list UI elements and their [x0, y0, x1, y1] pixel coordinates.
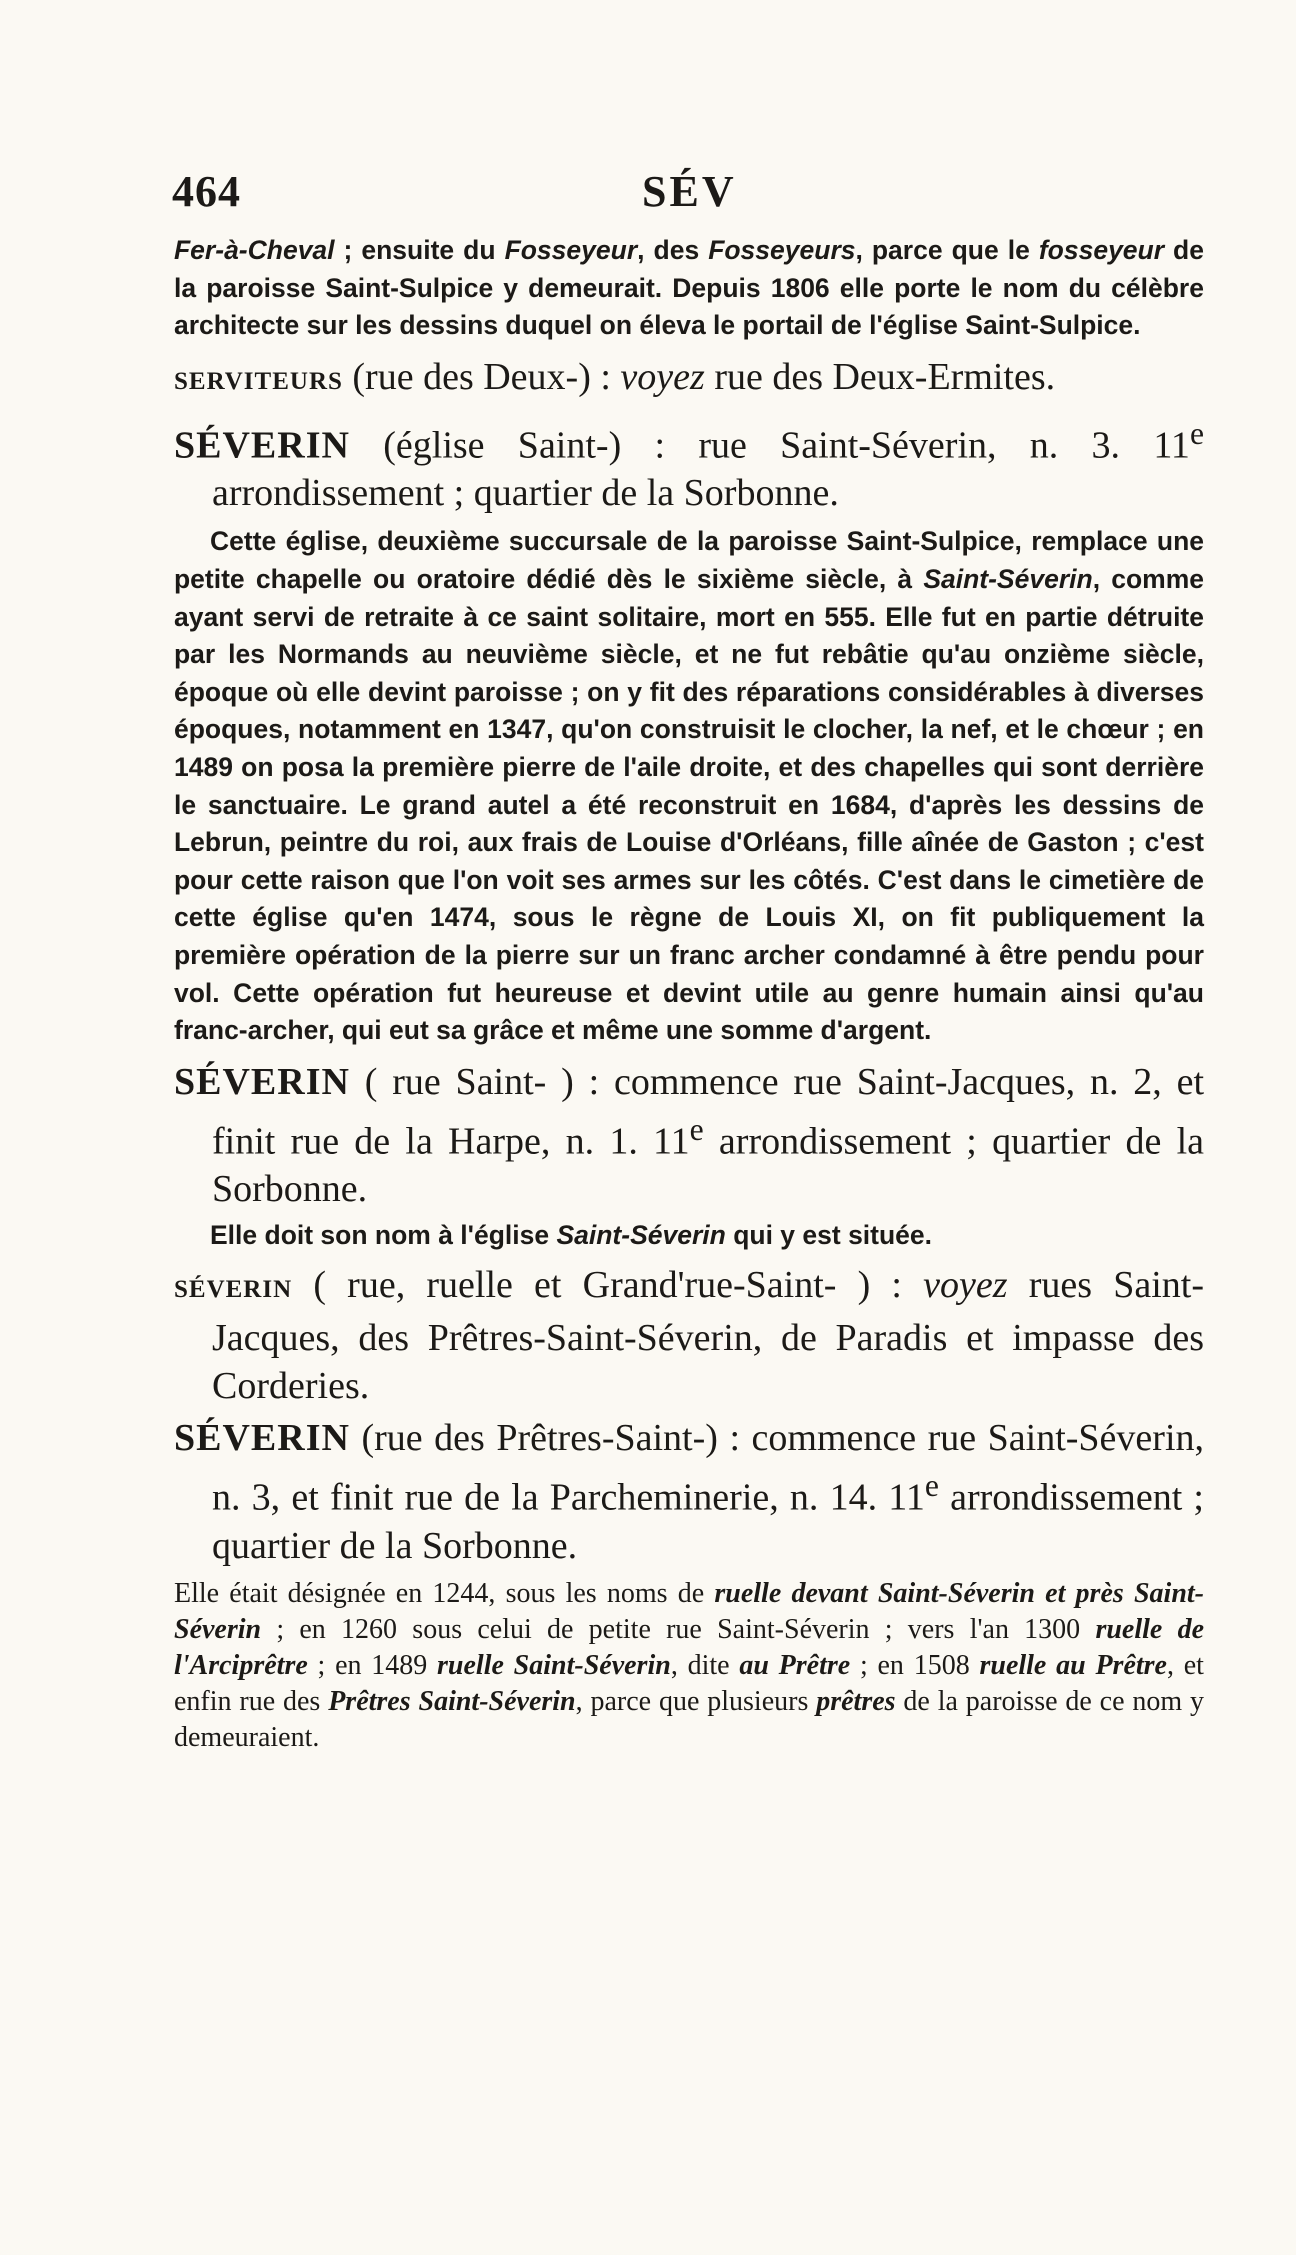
- italic-term: Fosseyeur: [504, 235, 638, 265]
- text-run: Cette église, deuxième succursale de la paroisse Saint-Sulpice, remplace une petite chapelle ou oratoire dédié dès le sixième siècle, à: [174, 526, 1204, 595]
- text-run: , parce que le: [855, 235, 1039, 265]
- entry-heading: SERVITEURS: [174, 367, 343, 395]
- entry-heading: SÉVERIN: [174, 1060, 350, 1103]
- italic-term: ruelle devant Saint-Séverin et près Saint-Séverin: [174, 1577, 1204, 1645]
- text-run: ; en 1489: [307, 1649, 438, 1681]
- text-run: (rue des Deux-) :: [342, 355, 621, 398]
- entry-heading: SÉVERIN: [174, 424, 350, 467]
- page-number: 464: [172, 167, 241, 216]
- text-block: [174, 232, 1204, 1756]
- italic-term: prêtres: [816, 1685, 896, 1717]
- superscript: e: [924, 1468, 939, 1503]
- text-run: , parce que plusieurs: [575, 1685, 817, 1717]
- paragraph-rue: [174, 1217, 1204, 1255]
- italic-term: ruelle de l'Arciprêtre: [174, 1613, 1204, 1681]
- paragraph-pretres: [174, 1576, 1204, 1756]
- text-run: de la paroisse Saint-Sulpice y demeurait. Depuis 1806 elle porte le nom du célèbre architecte sur les dessins duquel on éleva le portail de l'église Saint-Sulpice.: [174, 235, 1204, 341]
- text-run: qui y est située.: [725, 1220, 933, 1251]
- italic-term: voyez: [923, 1264, 1008, 1306]
- italic-term: fosseyeur: [1038, 235, 1165, 265]
- text-run: arrondissement ; quartier de la Sorbonne.: [212, 1476, 1204, 1567]
- running-head: [172, 166, 992, 216]
- italic-term: Prêtres Saint-Séverin: [328, 1685, 576, 1717]
- entry-heading: SÉVERIN: [174, 1417, 350, 1459]
- italic-term: Fer-à-Cheval: [174, 235, 335, 265]
- text-run: arrondissement ; quartier de la Sorbonne.: [212, 1120, 1204, 1211]
- text-run: ( rue, ruelle et Grand'rue-Saint- ) :: [292, 1264, 924, 1306]
- text-run: , dite: [670, 1649, 740, 1681]
- italic-term: Saint-Séverin: [556, 1220, 726, 1251]
- italic-term: Fosseyeurs: [708, 235, 856, 265]
- text-run: rue des Deux-Ermites.: [704, 355, 1056, 398]
- entry-heading: SÉVERIN: [174, 1276, 293, 1303]
- entry-serviteurs: [174, 353, 1204, 406]
- text-run: (église Saint-) : rue Saint-Séverin, n. 3. 11: [349, 424, 1190, 467]
- text-run: ( rue Saint- ) : commence rue Saint-Jacques, n. 2, et finit rue de la Harpe, n. 1. 11: [212, 1060, 1204, 1163]
- italic-term: ruelle Saint-Séverin: [437, 1649, 671, 1681]
- entry-severin-pretres: [174, 1414, 1204, 1570]
- text-run: Elle doit son nom à l'église: [210, 1220, 557, 1251]
- italic-term: Saint-Séverin: [923, 564, 1093, 595]
- text-run: de la paroisse de ce nom y demeuraient.: [174, 1685, 1205, 1753]
- text-run: rues Saint-Jacques, des Prêtres-Saint-Séverin, de Paradis et impasse des Corderies.: [212, 1264, 1204, 1407]
- text-run: , des: [637, 235, 709, 265]
- italic-term: ruelle au Prêtre: [979, 1649, 1167, 1681]
- text-run: , et enfin rue des: [174, 1649, 1204, 1717]
- paragraph-fosseyeur: [174, 232, 1204, 345]
- text-run: ; en 1508: [850, 1649, 980, 1681]
- text-run: , comme ayant servi de retraite à ce saint solitaire, mort en 555. Elle fut en partie détruite par les Normands au neuvième siècle, et ne fut rebâtie qu'au onzième siècle, époque où elle devint paroisse ; on y fit des réparations considérables à diverses époques, notamment en 1347, qu'on construisit le clocher, la nef, et le chœur ; en 1489 on posa la première pierre de l'aile droite, et des chapelles qui sont derrière le sanctuaire. Le grand autel a été reconstruit en 1684, d'après les dessins de Lebrun, peintre du roi, aux frais de Louise d'Orléans, fille aînée de Gaston ; c'est pour cette raison que l'on voit ses armes sur les côtés. C'est dans le cimetière de cette église qu'en 1474, sous le règne de Louis XI, on fit publiquement la première opération de la pierre sur un franc archer condamné à être pendu pour vol. Cette opération fut heureuse et devint utile au genre humain ainsi qu'au franc-archer, qui eut sa grâce et même une somme d'argent.: [174, 564, 1204, 1046]
- text-run: arrondissement ; quartier de la Sorbonne.: [212, 472, 839, 515]
- entry-severin-eglise: [174, 410, 1204, 518]
- text-run: Elle était désignée en 1244, sous les noms de: [174, 1577, 715, 1609]
- italic-term: voyez: [620, 355, 705, 398]
- text-run: (rue des Prêtres-Saint-) : commence rue Saint-Séverin, n. 3, et finit rue de la Parcheminerie, n. 14. 11: [212, 1417, 1204, 1519]
- running-title: SÉV: [642, 167, 737, 216]
- entry-severin-ruelle: [174, 1261, 1204, 1410]
- entry-severin-rue: [174, 1058, 1204, 1214]
- text-run: ; en 1260 sous celui de petite rue Saint-Séverin ; vers l'an 1300: [261, 1613, 1096, 1645]
- superscript: e: [689, 1111, 704, 1147]
- paragraph-eglise: [174, 523, 1204, 1049]
- text-run: ; ensuite du: [334, 235, 505, 265]
- italic-term: au Prêtre: [739, 1649, 851, 1681]
- superscript: e: [1189, 415, 1204, 451]
